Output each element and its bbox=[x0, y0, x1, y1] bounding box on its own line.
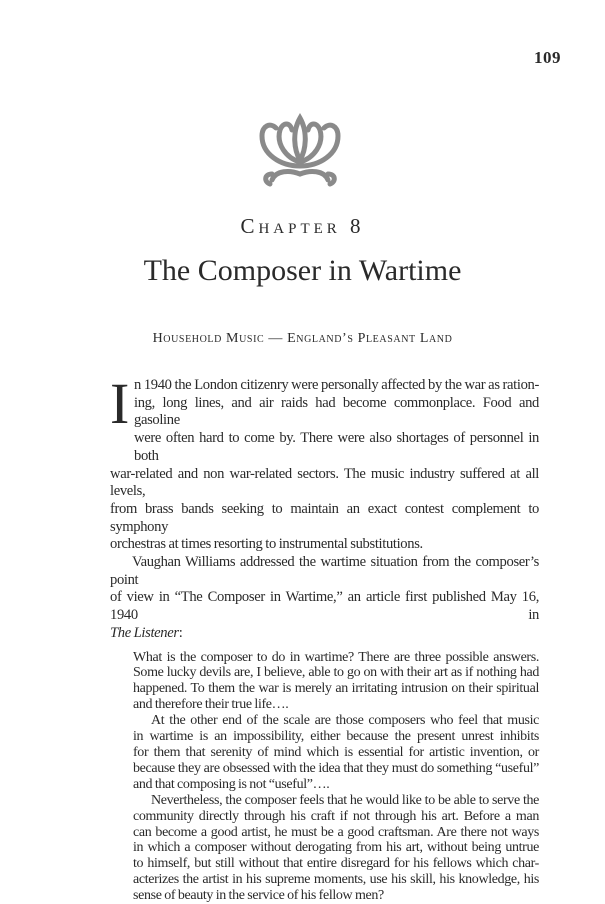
quote-line: Nevertheless, the composer feels that he would like to be able to serve the bbox=[151, 792, 539, 808]
quote-line: and therefore their true life…. bbox=[133, 697, 289, 713]
text-line: ing, long lines, and air raids had become commonplace. Food and gasoline bbox=[134, 394, 539, 429]
quote-line: At the other end of the scale are those composers who feel that music bbox=[151, 713, 539, 729]
quote-line: sense of beauty in the service of his fellow men? bbox=[133, 888, 384, 904]
text-line: Vaughan Williams addressed the wartime situation from the composer’s point bbox=[110, 554, 539, 588]
text-line: were often hard to come by. There were also shortages of personnel in both bbox=[134, 430, 539, 464]
chapter-label: Chapter 8 bbox=[240, 214, 365, 238]
quote-line: acterizes the artist in his supreme moments, use his skill, his knowledge, his bbox=[133, 872, 539, 888]
punctuation: : bbox=[178, 624, 183, 641]
text-line: of view in “The Composer in Wartime,” an article first published May 16, 1940 in bbox=[110, 589, 539, 624]
quote-line: can become a good artist, he must be a good craftsman. Are there not ways bbox=[133, 824, 539, 840]
drop-cap: I bbox=[110, 377, 129, 430]
intro-body bbox=[110, 377, 539, 643]
quote-line: to himself, but still without that entire disregard for his fellows which char- bbox=[133, 856, 539, 872]
quote-line: What is the composer to do in wartime? There are three possible answers. bbox=[133, 649, 539, 665]
quote-line: in which a composer without derogating from his art, without being untrue bbox=[133, 840, 539, 856]
chapter-title: The Composer in Wartime bbox=[143, 254, 462, 287]
page-number: 109 bbox=[534, 48, 561, 67]
quote-line: happened. To them the war is merely an irritating intrusion on their spiritual bbox=[133, 681, 539, 697]
text-line: war-related and non war-related sectors. The music industry suffered at all levels, bbox=[110, 465, 539, 500]
text-line: orchestras at times resorting to instrumental substitutions. bbox=[110, 536, 423, 553]
quote-line: because they are obsessed with the idea that they must do something “useful” bbox=[133, 760, 539, 776]
page-text bbox=[110, 377, 539, 904]
text-line: from brass bands seeking to maintain an exact contest complement to symphony bbox=[110, 500, 539, 535]
text-line: n 1940 the London citizenry were personally affected by the war as ration- bbox=[134, 377, 539, 393]
quote-line: in wartime is an impossibility, either because the present unrest inhibits bbox=[133, 729, 539, 745]
drop-cap-lines bbox=[134, 377, 539, 466]
block-quote bbox=[133, 650, 539, 904]
quote-line: community directly through his craft if not through his art. Before a man bbox=[133, 808, 539, 824]
text-line bbox=[110, 625, 539, 643]
section-heading: Household Music — England’s Pleasant Land bbox=[152, 331, 453, 346]
quote-line: for them that serenity of mind which is essential for artistic invention, or bbox=[133, 744, 539, 760]
quote-line: Some lucky devils are, I believe, able to go on with their art as if nothing had bbox=[133, 665, 539, 681]
quote-line: and that composing is not “useful”…. bbox=[133, 776, 330, 792]
drop-cap-row bbox=[110, 377, 539, 466]
shell-ornament-icon bbox=[250, 108, 350, 190]
source-title: The Listener bbox=[110, 624, 179, 641]
